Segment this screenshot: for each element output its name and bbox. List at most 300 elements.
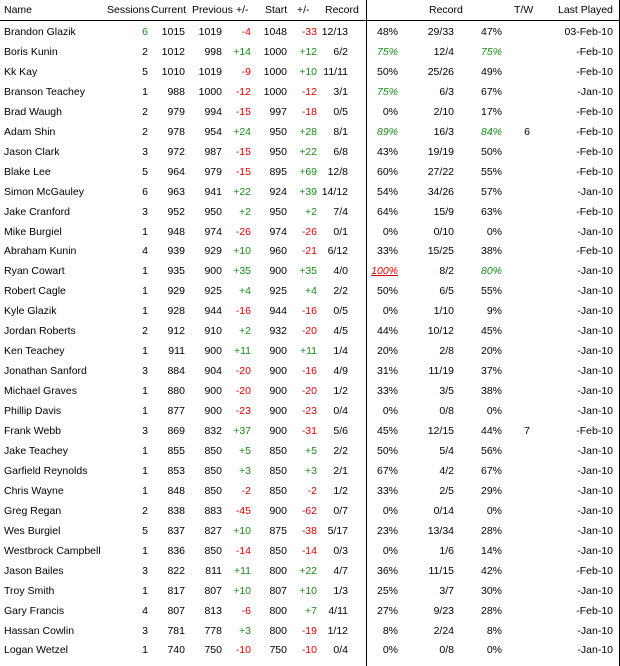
cell-name: Jason Clark: [4, 145, 60, 158]
cell-pct: 0%: [382, 225, 398, 238]
cell-rec2: 12/15: [427, 425, 454, 437]
cell-start: 850: [269, 544, 287, 557]
cell-pct2: 14%: [480, 544, 502, 557]
cell-sessions: 1: [142, 484, 148, 497]
cell-name: Logan Wetzel: [4, 644, 69, 657]
cell-last: -Feb-10: [576, 145, 613, 158]
cell-previous: 998: [204, 45, 222, 58]
cell-name: Jonathan Sanford: [4, 365, 87, 378]
cell-name: Gary Francis: [4, 604, 65, 617]
cell-pct2: 0%: [486, 644, 502, 657]
cell-start: 997: [269, 105, 287, 118]
cell-d2: +10: [299, 584, 317, 597]
cell-pct: 64%: [376, 205, 398, 218]
cell-name: Abraham Kunin: [4, 245, 77, 258]
cell-rec2: 11/19: [428, 365, 454, 378]
cell-sessions: 1: [142, 285, 148, 298]
cell-name: Kyle Glazik: [4, 305, 57, 318]
cell-previous: 850: [204, 464, 222, 477]
cell-sessions: 5: [142, 165, 148, 178]
cell-rec2: 2/5: [439, 484, 454, 497]
cell-start: 1000: [263, 85, 287, 98]
table-row: [0, 581, 620, 601]
cell-rec2: 3/5: [439, 385, 454, 398]
cell-name: Ken Teachey: [4, 345, 65, 358]
cell-start: 750: [269, 644, 287, 657]
cell-current: 884: [167, 365, 185, 378]
cell-pct: 54%: [376, 185, 398, 198]
cell-rec: 1/4: [333, 345, 348, 358]
cell-pct2: 80%: [480, 265, 502, 278]
cell-d1: +10: [233, 245, 251, 258]
table-row: [0, 182, 620, 202]
cell-d2: -31: [301, 425, 317, 437]
cell-d2: -38: [301, 524, 317, 537]
cell-name: Westbrock Campbell: [4, 544, 101, 557]
cell-pct2: 28%: [480, 604, 502, 617]
cell-pct2: 49%: [480, 65, 502, 78]
cell-d1: -15: [235, 105, 251, 118]
cell-d1: +14: [233, 45, 251, 58]
cell-d1: +5: [239, 444, 251, 457]
cell-last: -Feb-10: [576, 245, 613, 258]
cell-name: Phillip Davis: [4, 405, 62, 418]
cell-rec2: 6/3: [439, 85, 454, 98]
cell-name: Wes Burgiel: [4, 524, 61, 537]
cell-d1: +11: [233, 564, 251, 577]
cell-name: Troy Smith: [4, 584, 55, 597]
table-row: [0, 481, 620, 501]
cell-rec: 6/2: [333, 45, 348, 58]
cell-start: 900: [269, 345, 287, 358]
cell-rec2: 0/8: [439, 644, 454, 657]
table-row: [0, 361, 620, 381]
cell-name: Michael Graves: [4, 385, 77, 398]
cell-current: 877: [167, 405, 185, 418]
cell-previous: 994: [204, 105, 222, 118]
cell-rec: 8/1: [333, 125, 348, 138]
cell-pct2: 67%: [480, 85, 502, 98]
cell-previous: 900: [204, 345, 222, 358]
cell-current: 853: [167, 464, 185, 477]
cell-pct2: 67%: [480, 464, 502, 477]
cell-name: Ryan Cowart: [4, 265, 65, 278]
cell-start: 900: [269, 504, 287, 517]
cell-start: 800: [269, 564, 287, 577]
cell-rec: 1/3: [333, 584, 348, 597]
table-row: [0, 122, 620, 142]
cell-d2: +2: [305, 205, 317, 218]
table-row: [0, 162, 620, 182]
table-header: [0, 0, 620, 21]
cell-start: 895: [269, 165, 287, 178]
cell-sessions: 3: [142, 425, 148, 437]
cell-start: 850: [269, 484, 287, 497]
table-row: [0, 22, 620, 42]
cell-rec: 5/6: [333, 425, 348, 437]
cell-rec: 2/2: [333, 444, 348, 457]
cell-last: -Jan-10: [577, 524, 613, 537]
cell-start: 950: [269, 205, 287, 218]
cell-last: -Jan-10: [577, 644, 613, 657]
cell-rec2: 34/26: [427, 185, 454, 198]
table-row: [0, 82, 620, 102]
cell-last: -Jan-10: [577, 405, 613, 418]
cell-pct: 33%: [376, 385, 398, 398]
header-previous: Previous: [192, 4, 233, 16]
cell-pct: 50%: [376, 444, 398, 457]
cell-pct2: 50%: [480, 145, 502, 158]
cell-sessions: 1: [142, 444, 148, 457]
cell-rec: 4/7: [333, 564, 348, 577]
cell-rec2: 4/2: [439, 464, 454, 477]
cell-rec2: 12/4: [433, 45, 454, 58]
cell-start: 900: [269, 385, 287, 398]
cell-rec: 4/5: [333, 325, 348, 338]
cell-sessions: 2: [142, 125, 148, 138]
cell-last: -Jan-10: [577, 285, 613, 298]
cell-previous: 900: [204, 265, 222, 278]
cell-sessions: 5: [142, 65, 148, 78]
cell-d1: -2: [241, 484, 251, 497]
cell-pct2: 84%: [480, 125, 502, 138]
cell-d1: +3: [239, 464, 251, 477]
cell-last: -Feb-10: [576, 604, 613, 617]
cell-current: 1015: [161, 26, 185, 38]
cell-rec2: 0/10: [433, 225, 454, 238]
cell-rec2: 1/6: [439, 544, 454, 557]
cell-d2: -14: [301, 544, 317, 557]
cell-previous: 929: [204, 245, 222, 258]
cell-pct: 27%: [376, 604, 398, 617]
cell-name: Hassan Cowlin: [4, 624, 75, 637]
cell-current: 855: [167, 444, 185, 457]
cell-last: -Jan-10: [577, 484, 613, 497]
cell-rec2: 9/23: [433, 604, 454, 617]
cell-previous: 1019: [198, 65, 222, 78]
cell-current: 807: [167, 604, 185, 617]
cell-pct: 0%: [382, 644, 398, 657]
table-row: [0, 241, 620, 261]
cell-sessions: 3: [142, 205, 148, 218]
cell-start: 850: [269, 464, 287, 477]
cell-current: 979: [167, 105, 185, 118]
table-row: [0, 261, 620, 281]
cell-pct: 0%: [382, 305, 398, 318]
cell-d2: -16: [301, 305, 317, 318]
cell-rec: 0/5: [333, 105, 348, 118]
table-row: [0, 441, 620, 461]
cell-current: 978: [167, 125, 185, 138]
cell-previous: 850: [204, 544, 222, 557]
header-current: Current: [151, 4, 187, 16]
cell-pct2: 47%: [480, 26, 502, 38]
table-row: [0, 401, 620, 421]
cell-current: 781: [167, 624, 185, 637]
cell-current: 1010: [161, 65, 185, 78]
cell-rec2: 15/9: [433, 205, 454, 218]
cell-current: 869: [167, 425, 185, 437]
cell-start: 960: [269, 245, 287, 258]
cell-name: Jordan Roberts: [4, 325, 76, 338]
cell-sessions: 1: [142, 385, 148, 398]
table-row: [0, 222, 620, 242]
cell-rec: 0/4: [333, 644, 348, 657]
cell-d2: +22: [299, 145, 317, 158]
cell-name: Boris Kunin: [4, 45, 58, 58]
cell-pct2: 30%: [480, 584, 502, 597]
header-name: Name: [4, 4, 33, 16]
cell-rec2: 6/5: [439, 285, 454, 298]
cell-d2: -21: [301, 245, 317, 258]
cell-last: -Jan-10: [577, 385, 613, 398]
cell-last: -Feb-10: [576, 45, 613, 58]
cell-rec2: 5/4: [439, 444, 454, 457]
cell-pct: 8%: [382, 624, 398, 637]
table-row: [0, 142, 620, 162]
cell-previous: 900: [204, 385, 222, 398]
cell-pct: 100%: [371, 265, 398, 278]
cell-last: -Jan-10: [577, 365, 613, 378]
cell-rec: 4/11: [328, 604, 348, 617]
cell-name: Adam Shin: [4, 125, 56, 138]
cell-last: -Jan-10: [577, 584, 613, 597]
cell-pct2: 63%: [480, 205, 502, 218]
cell-current: 838: [167, 504, 185, 517]
cell-pct: 50%: [376, 65, 398, 78]
cell-d1: -16: [235, 305, 251, 318]
cell-previous: 974: [204, 225, 222, 238]
cell-d1: +10: [233, 584, 251, 597]
cell-previous: 987: [204, 145, 222, 158]
cell-pct: 60%: [376, 165, 398, 178]
cell-pct: 43%: [376, 145, 398, 158]
cell-rec: 4/0: [333, 265, 348, 278]
cell-start: 950: [269, 145, 287, 158]
cell-rec2: 15/25: [427, 245, 454, 258]
table-row: [0, 321, 620, 341]
cell-d2: -33: [301, 26, 317, 38]
cell-d2: +5: [305, 444, 317, 457]
cell-tw: 6: [524, 125, 530, 138]
cell-pct: 67%: [376, 464, 398, 477]
cell-name: Branson Teachey: [4, 85, 85, 98]
cell-pct: 0%: [382, 105, 398, 118]
cell-pct: 44%: [376, 325, 398, 338]
cell-pct2: 20%: [480, 345, 502, 358]
cell-pct: 23%: [376, 524, 398, 537]
cell-rec2: 2/8: [439, 345, 454, 358]
cell-d2: +28: [299, 125, 317, 138]
cell-sessions: 1: [142, 464, 148, 477]
cell-previous: 832: [204, 425, 222, 437]
cell-start: 925: [269, 285, 287, 298]
table-row: [0, 421, 620, 441]
cell-start: 875: [269, 524, 287, 537]
cell-d1: +24: [233, 125, 251, 138]
cell-pct: 89%: [376, 125, 398, 138]
cell-rec: 0/3: [333, 544, 348, 557]
header-tw: T/W: [514, 4, 534, 16]
cell-name: Chris Wayne: [4, 484, 64, 497]
cell-pct: 0%: [382, 504, 398, 517]
cell-d1: -23: [235, 405, 251, 418]
cell-start: 924: [269, 185, 287, 198]
header-record-total: Record: [429, 4, 463, 16]
cell-previous: 850: [204, 444, 222, 457]
cell-sessions: 4: [142, 604, 148, 617]
cell-last: -Feb-10: [576, 165, 613, 178]
cell-d1: +2: [239, 205, 251, 218]
table-row: [0, 601, 620, 621]
cell-previous: 979: [204, 165, 222, 178]
cell-d2: +35: [299, 265, 317, 278]
cell-name: Jason Bailes: [4, 564, 64, 577]
cell-current: 948: [167, 225, 185, 238]
cell-sessions: 1: [142, 405, 148, 418]
cell-start: 850: [269, 444, 287, 457]
cell-sessions: 1: [142, 345, 148, 358]
cell-d2: -23: [301, 405, 317, 418]
cell-last: -Jan-10: [577, 265, 613, 278]
cell-previous: 925: [204, 285, 222, 298]
table-row: [0, 281, 620, 301]
table-row: [0, 561, 620, 581]
cell-sessions: 2: [142, 45, 148, 58]
cell-rec2: 27/22: [427, 165, 454, 178]
cell-rec2: 3/7: [439, 584, 454, 597]
cell-pct: 45%: [376, 425, 398, 437]
cell-name: Garfield Reynolds: [4, 464, 88, 477]
cell-pct2: 42%: [480, 564, 502, 577]
cell-previous: 950: [204, 205, 222, 218]
cell-d2: +3: [305, 464, 317, 477]
cell-d1: -6: [241, 604, 251, 617]
cell-current: 1012: [161, 45, 185, 58]
cell-previous: 813: [204, 604, 222, 617]
table-row: [0, 461, 620, 481]
cell-current: 963: [167, 185, 185, 198]
cell-d2: -16: [301, 365, 317, 378]
cell-rec: 12/8: [327, 165, 348, 178]
table-row: [0, 341, 620, 361]
cell-rec: 0/5: [333, 305, 348, 318]
cell-d1: -26: [235, 225, 251, 238]
cell-previous: 944: [204, 305, 222, 318]
cell-rec2: 13/34: [427, 524, 454, 537]
cell-rec2: 0/8: [439, 405, 454, 418]
table-row: [0, 541, 620, 561]
cell-rec2: 10/12: [427, 325, 454, 338]
cell-pct: 75%: [376, 85, 398, 98]
cell-last: -Jan-10: [577, 544, 613, 557]
cell-last: -Jan-10: [577, 624, 613, 637]
cell-current: 848: [167, 484, 185, 497]
table-row: [0, 42, 620, 62]
cell-pct2: 45%: [480, 325, 502, 338]
cell-previous: 1019: [198, 26, 222, 38]
cell-previous: 850: [204, 484, 222, 497]
cell-pct2: 55%: [480, 285, 502, 298]
header-diff-previous: +/-: [236, 4, 249, 16]
cell-d2: -19: [301, 624, 317, 637]
cell-sessions: 1: [142, 584, 148, 597]
cell-rec: 4/9: [333, 365, 348, 378]
cell-d1: +22: [233, 185, 251, 198]
cell-rec2: 25/26: [427, 65, 454, 78]
cell-start: 932: [269, 325, 287, 338]
cell-name: Kk Kay: [4, 65, 38, 78]
cell-d1: -20: [235, 365, 251, 378]
cell-last: -Jan-10: [577, 464, 613, 477]
cell-current: 912: [167, 325, 185, 338]
cell-pct2: 38%: [480, 245, 502, 258]
cell-start: 974: [269, 225, 287, 238]
cell-previous: 807: [204, 584, 222, 597]
cell-pct2: 75%: [480, 45, 502, 58]
cell-tw: 7: [524, 425, 530, 437]
cell-start: 800: [269, 624, 287, 637]
cell-rec: 5/17: [327, 524, 348, 537]
cell-sessions: 1: [142, 644, 148, 657]
cell-name: Simon McGauley: [4, 185, 84, 198]
cell-sessions: 1: [142, 265, 148, 278]
cell-pct: 48%: [376, 26, 398, 38]
cell-rec: 0/1: [333, 225, 348, 238]
cell-last: -Feb-10: [576, 125, 613, 138]
cell-current: 988: [167, 85, 185, 98]
cell-sessions: 1: [142, 225, 148, 238]
cell-rec2: 16/3: [433, 125, 454, 138]
cell-start: 1000: [263, 45, 287, 58]
cell-d2: +22: [299, 564, 317, 577]
cell-sessions: 3: [142, 145, 148, 158]
cell-last: -Feb-10: [576, 105, 613, 118]
cell-d1: +37: [233, 425, 251, 437]
cell-current: 952: [167, 205, 185, 218]
cell-start: 900: [269, 405, 287, 418]
cell-start: 1048: [263, 26, 287, 38]
cell-sessions: 3: [142, 624, 148, 637]
cell-rec: 3/1: [333, 85, 348, 98]
table-row: [0, 640, 620, 660]
cell-rec: 0/4: [333, 405, 348, 418]
table-row: [0, 501, 620, 521]
cell-rec: 2/2: [333, 285, 348, 298]
cell-d1: -20: [235, 385, 251, 398]
cell-start: 800: [269, 604, 287, 617]
cell-pct2: 38%: [480, 385, 502, 398]
cell-last: -Feb-10: [576, 65, 613, 78]
cell-current: 822: [167, 564, 185, 577]
cell-pct2: 0%: [486, 225, 502, 238]
cell-previous: 900: [204, 405, 222, 418]
cell-pct: 20%: [376, 345, 398, 358]
cell-last: -Feb-10: [576, 425, 613, 437]
cell-current: 964: [167, 165, 185, 178]
cell-previous: 910: [204, 325, 222, 338]
cell-rec: 1/2: [333, 385, 348, 398]
cell-previous: 883: [204, 504, 222, 517]
cell-last: -Jan-10: [577, 225, 613, 238]
cell-d1: +35: [233, 265, 251, 278]
cell-pct2: 8%: [486, 624, 502, 637]
cell-sessions: 1: [142, 544, 148, 557]
table-row: [0, 381, 620, 401]
cell-last: -Jan-10: [577, 325, 613, 338]
cell-name: Jake Cranford: [4, 205, 70, 218]
table-row: [0, 102, 620, 122]
